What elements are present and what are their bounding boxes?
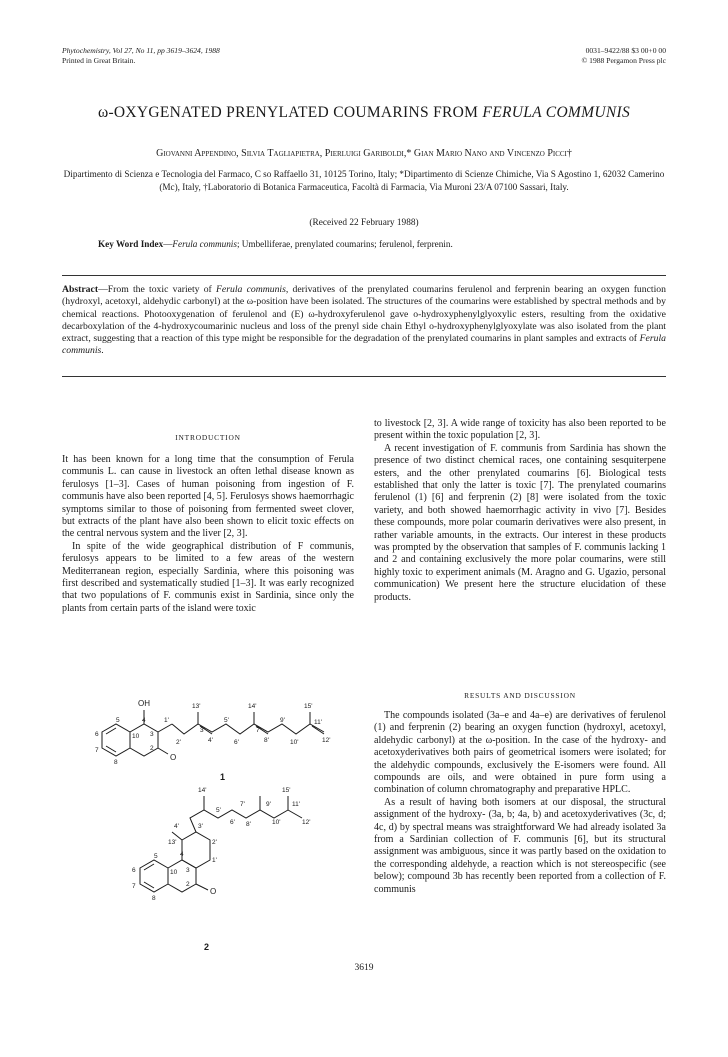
s2-pos-13p: 13' <box>168 839 177 846</box>
results-heading: RESULTS AND DISCUSSION <box>464 691 576 700</box>
s1-pos-5: 5 <box>116 717 120 724</box>
abstract-species: Ferula communis <box>216 284 286 295</box>
received-text: (Received 22 February 1988) <box>309 218 419 228</box>
s2-pos-11p: 11' <box>292 801 300 808</box>
keywords-rest: ; Umbelliferae, prenylated coumarins; ferulenol, ferprenin. <box>236 239 453 249</box>
abstract-label: Abstract <box>62 284 99 295</box>
oh-label: OH <box>138 699 150 708</box>
s2-pos-5p: 5' <box>216 807 221 814</box>
s1-pos-2: 2 <box>150 745 154 752</box>
s1-pos-6p: 6' <box>234 739 239 746</box>
s2-pos-5: 5 <box>154 853 158 860</box>
s1-pos-11p: 11' <box>314 719 322 726</box>
abstract: Abstract—From the toxic variety of Ferula communis, derivatives of the prenylated coumarins ferulenol and ferprenin bearing an oxygen function (hydroxyl, acetoxyl, aldehydic carbonyl) at the ω-position have been isolated. The structures of the coumarins were established by spectral methods and by chemical reactions. Photooxygenation of ferulenol and (E) ω-hydroxyferulenol gave o-hydroxyphenylglyoxylic esters, resulting from the oxidative decarboxylation of the 4-hydroxycoumarinic nucleus and loss of the prenyl side chain Ethyl o-hydroxyphenylglyoxylate was also isolated from the plant extract, suggesting that a reaction of this type might be responsible for the degradation of the prenylated coumarins in plant samples and extracts of Ferula communis. <box>62 284 666 357</box>
s1-pos-15p: 15' <box>304 703 313 710</box>
title-prefix: ω-OXYGENATED PRENYLATED COUMARINS FROM <box>97 104 483 121</box>
right-paragraph-2: A recent investigation of F. communis from Sardinia has shown the presence of two distinct chemical races, one containing sesquiterpene esters, and the other prenylated coumarins [6]. Biological tests established that only the latter is toxic [7]. The prenylated coumarins ferulenol (1) [6] and ferprenin (2) [8] were isolated from the toxic variety, and both showed haemorrhagic activity in vivo [7]. Besides these compounds, more polar coumarin derivatives were also present, in rather variable amounts, in the extracts. Our interest in these products was prompted by the observation that samples of F. communis lacking 1 and 2 and containing exclusively the more polar coumarins, were still highly toxic to experiment animals (M. Aragno and G. Ugazio, personal communication) We present here the structure elucidation of these products. <box>374 442 666 603</box>
s1-pos-1p: 1' <box>164 717 169 724</box>
intro-paragraph-1: It has been known for a long time that the consumption of Ferula communis L. can cause in livestock an often lethal disease known as ferulosys [1–3]. Cases of human poisoning from ingestion of F. communis have also been reported [4, 5]. Ferulosys shows haemorrhagic symptoms similar to those of poisoning from fermented sweet clover, but extracts of the plant have also been shown to elicit toxic effects on the central nervous system and the liver [2, 3]. <box>62 454 354 540</box>
s1-pos-7: 7 <box>95 747 99 754</box>
s2-pos-8: 8 <box>152 895 156 902</box>
page-number: 3619 <box>354 963 374 973</box>
copyright-line: © 1988 Pergamon Press plc <box>581 56 666 65</box>
authors: Giovanni Appendino, Silvia Tagliapietra, Pierluigi Gariboldi,* Gian Mario Nano and Vincenzo Picci† <box>156 148 572 159</box>
abstract-end: . <box>101 345 104 357</box>
right-column-text <box>374 418 666 604</box>
s2-pos-4: 4 <box>180 851 184 858</box>
journal-line: Phytochemistry, Vol 27, No 11, pp 3619–3624, 1988 <box>62 46 220 55</box>
right-paragraph-1: to livestock [2, 3]. A wide range of toxicity has also been reported to be present within the toxic population [2, 3]. <box>374 418 666 442</box>
printed-line: Printed in Great Britain. <box>62 56 136 65</box>
s1-pos-3p: 3' <box>200 727 205 734</box>
s2-pos-1p: 1' <box>212 857 217 864</box>
s1-pos-4: 4 <box>142 717 146 724</box>
s2-pos-7p: 7' <box>240 801 245 808</box>
s2-pos-3p: 3' <box>198 823 203 830</box>
keywords-species: Ferula communis <box>172 239 237 249</box>
abstract-species-end: Ferula communis <box>62 333 666 357</box>
keywords-label: Key Word Index <box>98 239 164 249</box>
s2-pos-2: 2 <box>186 881 190 888</box>
s1-pos-2p: 2' <box>176 739 181 746</box>
publisher-info <box>581 46 666 66</box>
s2-pos-9p: 9' <box>266 801 271 808</box>
s1-pos-8p: 8' <box>264 737 269 744</box>
s1-pos-5p: 5' <box>224 717 229 724</box>
o-label-s2: O <box>210 887 217 896</box>
s2-pos-3: 3 <box>186 867 190 874</box>
introduction-heading: INTRODUCTION <box>175 433 241 442</box>
abstract-bottom-rule <box>62 376 666 377</box>
introduction-text <box>62 454 354 615</box>
code-line: 0031–9422/88 $3 00+0 00 <box>585 46 666 55</box>
s1-pos-6: 6 <box>95 731 99 738</box>
s2-pos-14p: 14' <box>198 787 207 794</box>
s1-pos-3: 3 <box>150 731 154 738</box>
results-paragraph-2: As a result of having both isomers at our disposal, the structural assignment of the hydroxy- (3a, b; 4a, b) and acetoxyderivatives (3c, d; 4c, d) by spectral means was straightforward We had already isolated 3a from a Sardinian collection of F. communis [6], but its structural assignment was ambiguous, since it was partly based on the oxidation to the corresponding aldehyde, a reaction which is not stereospecific (see below); compound 3b has recently been reported from a collection of F. communis <box>374 796 666 895</box>
o-label-s1: O <box>170 753 177 762</box>
s2-pos-6: 6 <box>132 867 136 874</box>
journal-citation <box>62 46 220 66</box>
s2-pos-8p: 8' <box>246 821 251 828</box>
structure-1-side-chain <box>172 724 324 734</box>
s2-pos-10p: 10' <box>272 819 281 826</box>
s2-pos-2p: 2' <box>212 839 217 846</box>
compound-2-label: 2 <box>204 942 210 952</box>
compound-1-label: 1 <box>220 772 226 782</box>
received-date <box>0 218 728 228</box>
keywords: Key Word Index—Ferula communis; Umbelliferae, prenylated coumarins; ferulenol, ferprenin. <box>98 239 453 249</box>
abstract-text-2: , derivatives of the prenylated coumarins ferulenol and ferprenin bearing an oxygen function (hydroxyl, acetoxyl, aldehydic carbonyl) at the ω-position have been isolated. The structures of the coumarins were established by spectral methods and by chemical reactions. Photooxygenation of ferulenol and (E) ω-hydroxyferulenol gave o-hydroxyphenylglyoxylic esters, resulting from the oxidative decarboxylation of the 4-hydroxycoumarinic nucleus and loss of the prenyl side chain Ethyl o-hydroxyphenylglyoxylate was also isolated from the plant extract, suggesting that a reaction of this type might be responsible for the degradation of the prenylated coumarins in plant samples and extracts of <box>62 284 666 345</box>
s1-pos-7p: 7' <box>256 727 261 734</box>
affiliation: Dipartimento di Scienza e Tecnologia del Farmaco, C so Raffaello 31, 10125 Torino, Italy; *Dipartimento di Scienze Chimiche, Via S Agostino 1, 62032 Camerino (Mc), Italy, †Laboratorio di Botanica Farmaceutica, Facoltà di Farmacia, Via Muroni 23/A 07100 Sassari, Italy. <box>63 169 665 192</box>
s2-pos-6p: 6' <box>230 819 235 826</box>
s1-pos-14p: 14' <box>248 703 257 710</box>
results-paragraph-1: The compounds isolated (3a–e and 4a–e) are derivatives of ferulenol (1) and ferprenin (2) bearing an oxygen function (hydroxyl, acetoxyl, aldehydic carbonyl) at the ω-position. In the case of the hydroxy- and acetoxyderivatives both pairs of geometrical isomers were isolated; for the aldehydic compounds, exclusively the E-isomers were found. All compounds are oils, and were obtained in pure form using a combination of column chromatography and preparative HPLC. <box>374 710 666 796</box>
title-species: FERULA COMMUNIS <box>482 104 631 121</box>
intro-paragraph-2: In spite of the wide geographical distribution of F communis, ferulosys appears to be limited to a few areas of the western Mediterranean region, especially Sardinia, where this poisoning was first described and systematically studied [1–3]. It was early recognized that two populations of F. communis exist in Sardinia, since only the plants from certain parts of the island were toxic <box>62 540 354 614</box>
s2-pos-12p: 12' <box>302 819 311 826</box>
s2-pos-15p: 15' <box>282 787 291 794</box>
s1-pos-13p: 13' <box>192 703 201 710</box>
s1-pos-10p: 10' <box>290 739 299 746</box>
chemical-structures-figure <box>80 672 350 962</box>
abstract-top-rule <box>62 275 666 276</box>
s1-pos-9p: 9' <box>280 717 285 724</box>
results-text <box>374 710 666 896</box>
s1-pos-4p: 4' <box>208 737 213 744</box>
s2-pos-7: 7 <box>132 883 136 890</box>
s2-pos-4p: 4' <box>174 823 179 830</box>
s2-pos-10: 10 <box>170 869 178 876</box>
s1-pos-10: 10 <box>132 733 140 740</box>
s1-pos-12p: 12' <box>322 737 331 744</box>
s1-pos-8: 8 <box>114 759 118 766</box>
abstract-text-1: From the toxic variety of <box>107 284 216 295</box>
article-title <box>0 104 728 122</box>
